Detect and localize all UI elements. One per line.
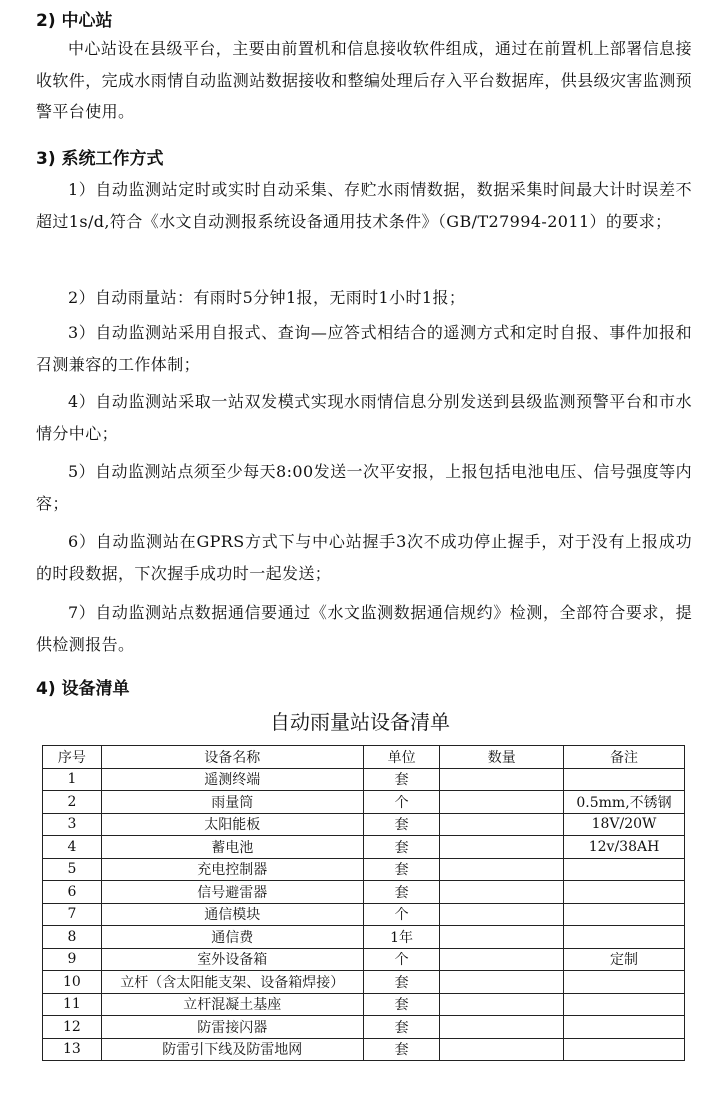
- cell-unit: 套: [363, 836, 440, 859]
- cell-name: 信号避雷器: [101, 881, 363, 904]
- cell-index: 1: [43, 768, 102, 791]
- table-row: [43, 971, 685, 994]
- cell-name: 室外设备箱: [101, 948, 363, 971]
- cell-index: 9: [43, 948, 102, 971]
- table-row: [43, 1038, 685, 1061]
- cell-unit: 套: [363, 813, 440, 836]
- cell-unit: 个: [363, 948, 440, 971]
- paragraph-work-7: 7）自动监测站点数据通信要通过《水文监测数据通信规约》检测，全部符合要求，提供检测报告。: [36, 603, 692, 654]
- paragraph-work-6: 6）自动监测站在GPRS方式下与中心站握手3次不成功停止握手，对于没有上报成功的时段数据，下次握手成功时一起发送；: [36, 532, 692, 583]
- cell-quantity: [440, 768, 564, 791]
- cell-remark: [564, 993, 685, 1016]
- cell-index: 10: [43, 971, 102, 994]
- cell-quantity: [440, 791, 564, 814]
- equipment-table: [42, 745, 685, 1061]
- table-row: [43, 948, 685, 971]
- cell-index: 7: [43, 903, 102, 926]
- section-heading-center: 2) 中心站: [36, 11, 113, 31]
- paragraph-work-4: 4）自动监测站采取一站双发模式实现水雨情信息分别发送到县级监测预警平台和市水情分中心；: [36, 392, 692, 443]
- cell-unit: 套: [363, 768, 440, 791]
- table-row: [43, 881, 685, 904]
- cell-unit: 套: [363, 881, 440, 904]
- col-header-unit: 单位: [363, 746, 440, 769]
- cell-quantity: [440, 1038, 564, 1061]
- cell-remark: 定制: [564, 948, 685, 971]
- cell-name: 防雷引下线及防雷地网: [101, 1038, 363, 1061]
- cell-name: 蓄电池: [101, 836, 363, 859]
- cell-unit: 套: [363, 858, 440, 881]
- cell-index: 6: [43, 881, 102, 904]
- col-header-name: 设备名称: [101, 746, 363, 769]
- paragraph-center: 中心站设在县级平台，主要由前置机和信息接收软件组成，通过在前置机上部署信息接收软件，完成水雨情自动监测站数据接收和整编处理后存入平台数据库，供县级灾害监测预警平台使用。: [36, 39, 693, 121]
- cell-quantity: [440, 858, 564, 881]
- cell-remark: 12v/38AH: [564, 836, 685, 859]
- cell-index: 5: [43, 858, 102, 881]
- cell-index: 12: [43, 1016, 102, 1039]
- cell-name: 通信费: [101, 926, 363, 949]
- table-header-row: [43, 746, 685, 769]
- cell-quantity: [440, 971, 564, 994]
- cell-unit: 套: [363, 993, 440, 1016]
- cell-quantity: [440, 836, 564, 859]
- cell-index: 2: [43, 791, 102, 814]
- cell-name: 遥测终端: [101, 768, 363, 791]
- table-title: 自动雨量站设备清单: [270, 710, 450, 734]
- cell-quantity: [440, 881, 564, 904]
- cell-remark: [564, 971, 685, 994]
- table-row: [43, 903, 685, 926]
- table-row: [43, 791, 685, 814]
- cell-name: 充电控制器: [101, 858, 363, 881]
- cell-name: 太阳能板: [101, 813, 363, 836]
- cell-remark: 18V/20W: [564, 813, 685, 836]
- cell-name: 通信模块: [101, 903, 363, 926]
- cell-remark: [564, 1038, 685, 1061]
- cell-name: 雨量筒: [101, 791, 363, 814]
- cell-remark: [564, 858, 685, 881]
- cell-name: 立杆（含太阳能支架、设备箱焊接）: [101, 971, 363, 994]
- table-row: [43, 926, 685, 949]
- cell-remark: [564, 881, 685, 904]
- cell-index: 11: [43, 993, 102, 1016]
- cell-unit: 个: [363, 903, 440, 926]
- cell-unit: 套: [363, 971, 440, 994]
- cell-index: 4: [43, 836, 102, 859]
- cell-unit: 个: [363, 791, 440, 814]
- cell-name: 立杆混凝土基座: [101, 993, 363, 1016]
- cell-quantity: [440, 903, 564, 926]
- cell-unit: 1年: [363, 926, 440, 949]
- cell-remark: [564, 768, 685, 791]
- cell-unit: 套: [363, 1016, 440, 1039]
- cell-name: 防雷接闪器: [101, 1016, 363, 1039]
- cell-remark: [564, 1016, 685, 1039]
- section-heading-equipment: 4) 设备清单: [36, 679, 130, 699]
- table-row: [43, 993, 685, 1016]
- table-row: [43, 858, 685, 881]
- col-header-index: 序号: [43, 746, 102, 769]
- cell-remark: [564, 926, 685, 949]
- cell-unit: 套: [363, 1038, 440, 1061]
- paragraph-work-2: 2）自动雨量站：有雨时5分钟1报，无雨时1小时1报；: [68, 288, 466, 307]
- table-row: [43, 768, 685, 791]
- section-heading-work-mode: 3) 系统工作方式: [36, 149, 164, 169]
- cell-index: 8: [43, 926, 102, 949]
- cell-quantity: [440, 813, 564, 836]
- paragraph-work-5: 5）自动监测站点须至少每天8:00发送一次平安报，上报包括电池电压、信号强度等内容；: [36, 462, 692, 513]
- cell-index: 13: [43, 1038, 102, 1061]
- col-header-quantity: 数量: [440, 746, 564, 769]
- col-header-remark: 备注: [564, 746, 685, 769]
- cell-index: 3: [43, 813, 102, 836]
- table-row: [43, 836, 685, 859]
- table-body: [43, 768, 685, 1061]
- cell-remark: [564, 903, 685, 926]
- cell-quantity: [440, 1016, 564, 1039]
- cell-remark: 0.5mm,不锈钢: [564, 791, 685, 814]
- paragraph-work-1: 1）自动监测站定时或实时自动采集、存贮水雨情数据，数据采集时间最大计时误差不超过1s/d,符合《水文自动测报系统设备通用技术条件》（GB/T27994-2011）的要求；: [36, 180, 692, 231]
- cell-quantity: [440, 993, 564, 1016]
- cell-quantity: [440, 926, 564, 949]
- table-row: [43, 813, 685, 836]
- table-row: [43, 1016, 685, 1039]
- cell-quantity: [440, 948, 564, 971]
- paragraph-work-3: 3）自动监测站采用自报式、查询—应答式相结合的遥测方式和定时自报、事件加报和召测兼容的工作体制；: [36, 323, 692, 374]
